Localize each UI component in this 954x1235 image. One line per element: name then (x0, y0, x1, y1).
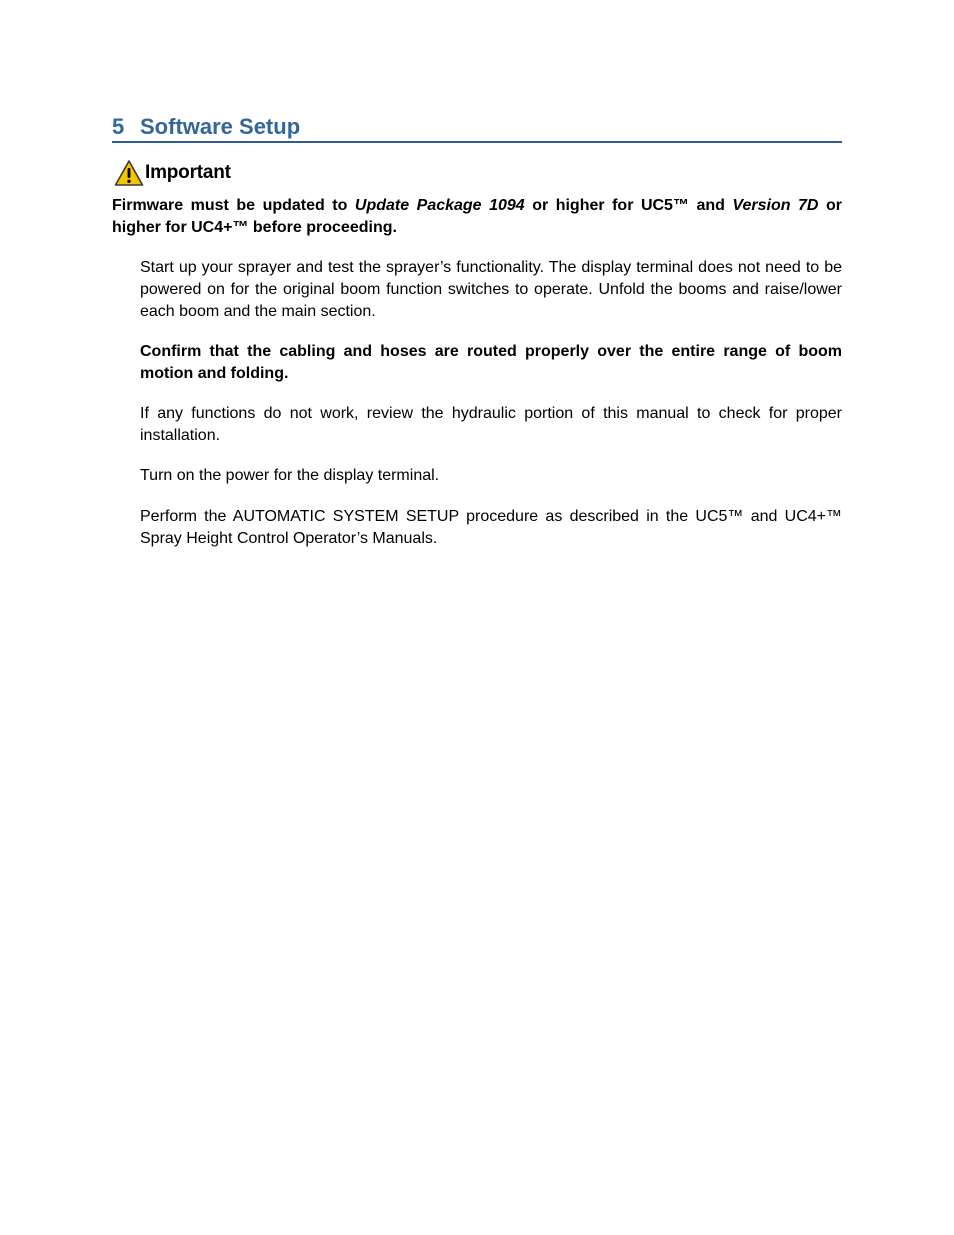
section-title: Software Setup (140, 114, 301, 139)
firmware-notice-text-2: or higher for UC5™ and (524, 197, 733, 214)
section-number: 5 (112, 114, 125, 139)
confirm-paragraph: Confirm that the cabling and hoses are routed properly over the entire range of boom motion and folding. (140, 343, 842, 382)
firmware-notice-text-3: or higher for UC4+™ before proceeding. (112, 197, 842, 236)
firmware-notice (112, 195, 842, 239)
power-paragraph: Turn on the power for the display terminal. (140, 467, 440, 484)
perform-paragraph: Perform the AUTOMATIC SYSTEM SETUP procedure as described in the UC5™ and UC4+™ Spray Height Control Operator’s Manuals. (140, 508, 842, 547)
firmware-version-name: Version 7D (732, 197, 819, 214)
section-heading (112, 112, 842, 143)
firmware-notice-text-1: Firmware must be updated to (112, 197, 355, 214)
important-callout (114, 158, 231, 188)
startup-paragraph: Start up your sprayer and test the sprayer’s functionality. The display terminal does not need to be powered on for the original boom function switches to operate. Unfold the booms and raise/lower each boom and the main section. (140, 259, 842, 320)
firmware-package-name: Update Package 1094 (354, 197, 525, 214)
warning-icon (114, 159, 144, 187)
functions-paragraph: If any functions do not work, review the hydraulic portion of this manual to check for proper installation. (140, 405, 842, 444)
important-label: Important (145, 162, 231, 183)
